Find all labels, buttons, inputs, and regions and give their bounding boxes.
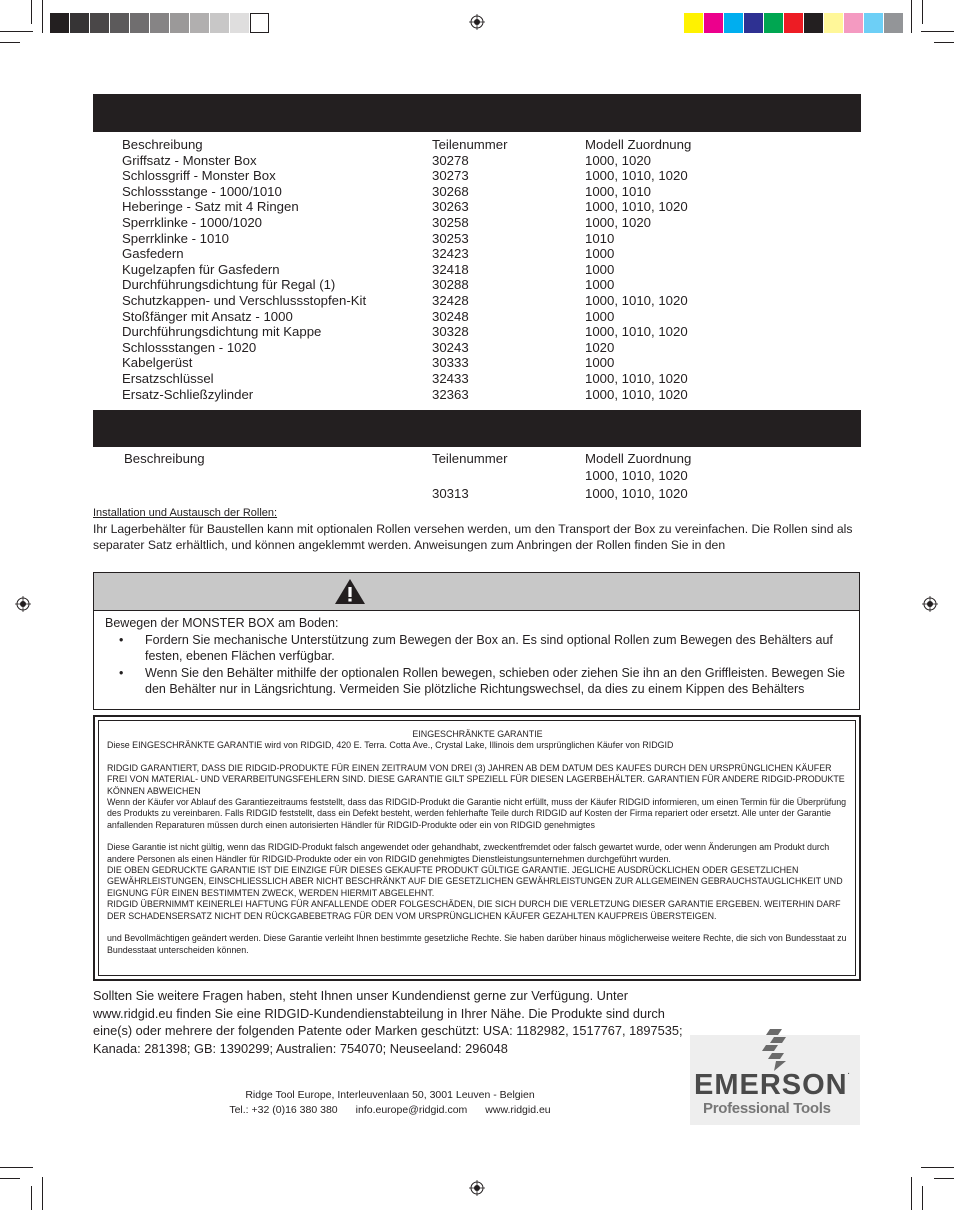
registration-mark-top (469, 14, 485, 30)
column-header-model: Modell Zuordnung (585, 451, 692, 466)
table-cell: Ersatzschlüssel (122, 370, 214, 386)
color-swatch (230, 13, 249, 33)
color-swatch (170, 13, 189, 33)
installation-title: Installation und Austausch der Rollen: (93, 507, 278, 519)
table-row (122, 277, 742, 293)
list-item: • Wenn Sie den Behälter mithilfe der optionalen Rollen bewegen, schieben oder ziehen Sie ihn an den Griffleisten. Bewegen Sie den Behälter nur in Längsrichtung. Vermeiden Sie plötzliche Richtungswechsel, da dies zu einem Kippen des Behälters (105, 665, 849, 698)
table-cell: 30333 (432, 355, 469, 371)
grayscale-color-bar (50, 13, 270, 33)
guarantee-box (93, 715, 861, 981)
table-cell: 30263 (432, 199, 469, 215)
color-swatch (50, 13, 69, 33)
color-swatch (884, 13, 903, 33)
color-swatch (844, 13, 863, 33)
color-swatch (784, 13, 803, 33)
table-cell: 32433 (432, 370, 469, 386)
table-row (122, 199, 742, 215)
table-row (122, 324, 742, 340)
table-cell: 1000, 1020 (585, 152, 652, 168)
table-row: 1000, 1010, 1020 (585, 468, 688, 483)
table-cell: 30268 (432, 183, 469, 199)
color-swatch (744, 13, 763, 33)
guarantee-content (98, 720, 856, 976)
table-cell: Griffsatz - Monster Box (122, 152, 257, 168)
column-header-description: Beschreibung (124, 451, 205, 466)
table-row (122, 168, 742, 184)
logo-subtitle: Professional Tools (703, 1100, 831, 1117)
color-swatch (824, 13, 843, 33)
table-cell: 1000, 1010, 1020 (585, 199, 688, 215)
table-row (122, 215, 742, 231)
table-row (122, 355, 742, 371)
table-cell: Kugelzapfen für Gasfedern (122, 261, 280, 277)
table-cell: 30243 (432, 339, 469, 355)
footer-email[interactable]: info.europe@ridgid.com (355, 1103, 468, 1116)
table-row (122, 153, 742, 169)
guarantee-paragraph: und Bevollmächtigen geändert werden. Diese Garantie verleiht Ihnen bestimmte gesetzliche Rechte. Sie haben darüber hinaus möglicherweise weitere Rechte, die sich von Bundesstaat zu Bundesstaat unterscheiden können. (107, 933, 847, 955)
table-row (122, 371, 742, 387)
table-row (122, 340, 742, 356)
table-cell: Durchführungsdichtung für Regal (1) (122, 277, 336, 293)
logo-trademark: . (847, 1069, 851, 1076)
table-cell: 1000, 1020 (585, 214, 652, 230)
table-row (122, 231, 742, 247)
warning-box (93, 572, 860, 710)
column-header-description: Beschreibung (122, 137, 203, 152)
guarantee-paragraph: Wenn der Käufer vor Ablauf des Garantiezeitraums feststellt, dass das RIDGID-Produkt die Garantie nicht erfüllt, muss der Käufer RIDGID informieren, um einen Termin für die Überprüfung des Produkts zu vereinbaren. Falls RIDGID feststellt, dass ein Defekt besteht, werden fehlerhafte Teile durch RIDGID auf Kosten der Firma repariert oder ersetzt. Alle unter der Garantie anfallenden Reparaturen müssen durch einen autorisierten Händler für RIDGID-Produkte oder ein von RIDGID genehmigtes (107, 797, 847, 830)
registration-mark-bottom (469, 1180, 485, 1196)
process-color-bar (684, 13, 904, 33)
footer (180, 1088, 600, 1117)
table-cell: 30328 (432, 324, 469, 340)
table-cell: 1020 (585, 339, 615, 355)
warning-triangle-icon (334, 578, 366, 610)
color-swatch (804, 13, 823, 33)
section-header-band-parts (93, 94, 861, 132)
table-cell: 30248 (432, 308, 469, 324)
table-cell: Durchführungsdichtung mit Kappe (122, 324, 322, 340)
table-cell: Schlossstangen - 1020 (122, 339, 257, 355)
warning-body (94, 611, 859, 698)
table-row (122, 387, 742, 403)
color-swatch (90, 13, 109, 33)
table-cell: 30273 (432, 168, 469, 184)
table-cell: 30288 (432, 277, 469, 293)
table-cell: 30253 (432, 230, 469, 246)
color-swatch (210, 13, 229, 33)
logo-brand: EMERSON (694, 1069, 848, 1101)
table-cell: Schlossgriff - Monster Box (122, 168, 276, 184)
accessory-table-header (122, 451, 742, 468)
table-row (122, 309, 742, 325)
table-cell: 1000, 1010, 1020 (585, 386, 688, 402)
table-cell: 1000, 1010, 1020 (585, 292, 688, 308)
table-cell: Schlossstange - 1000/1010 (122, 183, 282, 199)
table-cell: Stoßfänger mit Ansatz - 1000 (122, 308, 293, 324)
table-cell: 1000 (585, 246, 615, 262)
table-cell: 1000, 1010, 1020 (585, 168, 688, 184)
table-cell: 1000 (585, 261, 615, 277)
table-row (122, 184, 742, 200)
contact-text: Sollten Sie weitere Fragen haben, steht Ihnen unser Kundendienst gerne zur Verfügung. Unter www.ridgid.eu finden Sie eine RIDGID-Kundendienstabteilung in Ihrer Nähe. Die Produkte sind durch eine(s) oder mehrere der folgenden Patente oder Marken geschützt: USA: 1182982, 1517767, 1897535; Kanada: 281398; GB: 1390299; Australien: 754070; Neuseeland: 296048 (93, 988, 683, 1056)
guarantee-paragraph: RIDGID GARANTIERT, DASS DIE RIDGID-PRODUKTE FÜR EINEN ZEITRAUM VON DREI (3) JAHREN AB DEM DATUM DES KAUFES DURCH DEN URSPRÜNGLICHEN KÄUFER FREI VON MATERIAL- UND VERARBEITUNGSFEHLERN SIND. DIESE GARANTIE GILT SPEZIELL FÜR DIESEN LAGERBEHÄLTER. GARANTIEN FÜR ANDERE RIDGID-PRODUKTE KÖNNEN ABWEICHEN (107, 762, 845, 796)
table-cell: 32428 (432, 292, 469, 308)
color-swatch (150, 13, 169, 33)
table-cell: Kabelgerüst (122, 355, 193, 371)
emerson-logo (690, 1035, 860, 1125)
table-cell: Gasfedern (122, 246, 184, 262)
guarantee-title: EINGESCHRÄNKTE GARANTIE (412, 729, 543, 739)
installation-text: Ihr Lagerbehälter für Baustellen kann mit optionalen Rollen versehen werden, um den Transport der Box zu vereinfachen. Die Rollen sind als separater Satz erhältlich, und können angeklemmt werden. Anweisungen zum Anbringen der Rollen finden Sie in den (93, 522, 853, 552)
table-cell: 32418 (432, 261, 469, 277)
table-cell: Heberinge - Satz mit 4 Ringen (122, 199, 299, 215)
color-swatch (130, 13, 149, 33)
table-cell: 30278 (432, 152, 469, 168)
table-cell: Sperrklinke - 1000/1020 (122, 214, 263, 230)
color-swatch (704, 13, 723, 33)
color-swatch (684, 13, 703, 33)
table-row (122, 262, 742, 278)
guarantee-paragraph: Diese EINGESCHRÄNKTE GARANTIE wird von RIDGID, 420 E. Terra. Cotta Ave., Crystal Lake, Illinois dem ursprünglichen Käufer von RIDGID (107, 740, 674, 751)
table-cell: 1000, 1010, 1020 (585, 370, 688, 386)
parts-table-header (122, 137, 742, 153)
section-header-band-accessories (93, 410, 861, 447)
footer-phone: Tel.: +32 (0)16 380 380 (229, 1103, 338, 1116)
parts-table (122, 137, 742, 402)
table-cell: Sperrklinke - 1010 (122, 230, 230, 246)
table-row (122, 293, 742, 309)
color-swatch (70, 13, 89, 33)
color-swatch (190, 13, 209, 33)
color-swatch (764, 13, 783, 33)
column-header-model: Modell Zuordnung (585, 137, 692, 152)
guarantee-paragraph: Diese Garantie ist nicht gültig, wenn das RIDGID-Produkt falsch angewendet oder gehandhabt, zweckentfremdet oder falsch gewartet wurde, oder wenn Änderungen am Produkt durch andere Personen als einen Händler für RIDGID-Produkte oder ein von RIDGID genehmigtes Dienstleistungsunternehmen durchgeführt wurden. (107, 842, 830, 864)
guarantee-paragraph: DIE OBEN GEDRUCKTE GARANTIE IST DIE EINZIGE FÜR DIESES GEKAUFTE PRODUKT GÜLTIGE GARANTIE. JEGLICHE AUSDRÜCKLICHEN ODER GESETZLICHEN GEWÄHRLEISTUNGEN, EINSCHLIESSLICH ABER NICHT BESCHRÄNKT AUF DIE GESETZLICHEN GEWÄHRLEISTUNGEN ZUR ALLGEMEINEN GEBRAUCHSTAUGLICHKEIT UND EIGNUNG FÜR EINEN BESTIMMTEN ZWECK, WERDEN HIERMIT ABGELEHNT. (107, 865, 843, 898)
table-cell: Schutzkappen- und Verschlussstopfen-Kit (122, 292, 367, 308)
color-swatch (864, 13, 883, 33)
table-row (122, 246, 742, 262)
registration-mark-left (15, 596, 31, 612)
table-cell: 1010 (585, 230, 615, 246)
color-swatch (724, 13, 743, 33)
column-header-part-number: Teilenummer (432, 137, 508, 152)
footer-address: Ridge Tool Europe, Interleuvenlaan 50, 3001 Leuven - Belgien (245, 1089, 535, 1101)
table-cell: 1000 (585, 277, 615, 293)
emerson-lightning-icon (756, 1027, 796, 1071)
table-cell: 1000 (585, 308, 615, 324)
list-item: • Fordern Sie mechanische Unterstützung zum Bewegen der Box an. Es sind optional Rollen zum Bewegen des Behälters auf festen, ebenen Flächen verfügbar. (105, 632, 849, 665)
table-cell: 1000 (585, 355, 615, 371)
color-swatch (250, 13, 269, 33)
table-cell: 1000, 1010, 1020 (585, 324, 688, 340)
table-cell: 32363 (432, 386, 469, 402)
color-swatch (110, 13, 129, 33)
registration-mark-right (922, 596, 938, 612)
table-cell: Ersatz-Schließzylinder (122, 386, 254, 402)
table-cell: 30258 (432, 214, 469, 230)
table-cell: 32423 (432, 246, 469, 262)
footer-website[interactable]: www.ridgid.eu (485, 1103, 551, 1116)
bullet-icon: • (119, 665, 124, 680)
column-header-part-number: Teilenummer (432, 451, 508, 466)
guarantee-paragraph: RIDGID ÜBERNIMMT KEINERLEI HAFTUNG FÜR ANFALLENDE ODER FOLGESCHÄDEN, DIE SICH DURCH DIE VERLETZUNG DIESER GARANTIE ERGEBEN. WEITERHIN DARF DER SCHADENSERSATZ NICHT DEN RÜCKGABEBETRAG FÜR DEN VOM URSPRÜNGLICHEN KÄUFER GEZAHLTEN KAUFPREIS ÜBERSTEIGEN. (107, 899, 841, 921)
table-row: 30313 1000, 1010, 1020 (432, 486, 688, 501)
warning-header (94, 573, 859, 611)
accessory-table (122, 451, 742, 504)
warning-intro: Bewegen der MONSTER BOX am Boden: (105, 616, 339, 630)
bullet-icon: • (119, 632, 124, 647)
table-cell: 1000, 1010 (585, 183, 652, 199)
